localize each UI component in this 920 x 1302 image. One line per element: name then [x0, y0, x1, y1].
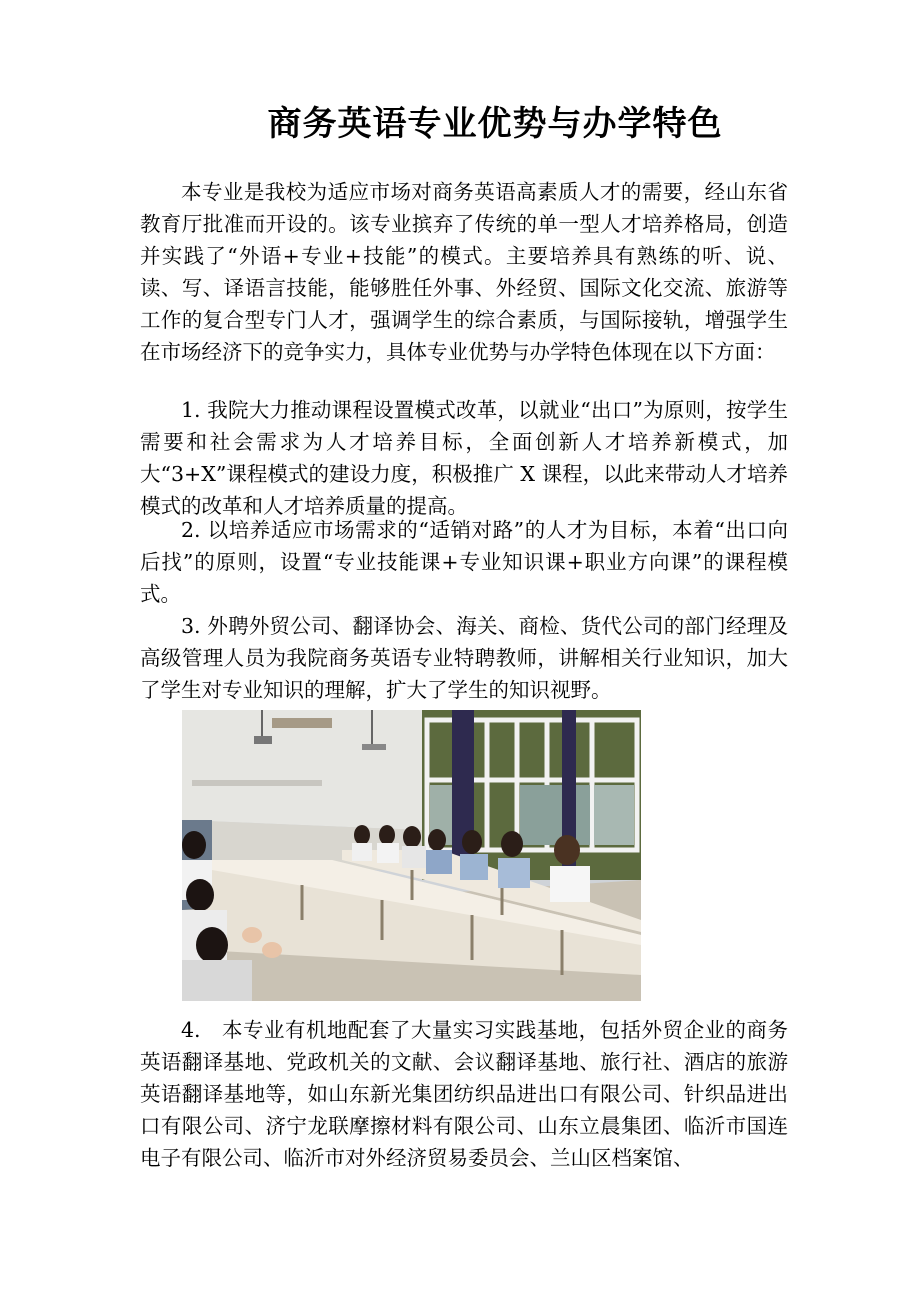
list-item-1: 1. 我院大力推动课程设置模式改革，以就业“出口”为原则，按学生需要和社会需求为人才培养目标，全面创新人才培养新模式，加大“3+X”课程模式的建设力度，积极推广 X 课程，以此来带动人才培养模式的改革和人才培养质量的提高。 — [140, 398, 788, 518]
list-item-4: 4. 本专业有机地配套了大量实习实践基地，包括外贸企业的商务英语翻译基地、党政机关的文献、会议翻译基地、旅行社、酒店的旅游英语翻译基地等，如山东新光集团纺织品进出口有限公司、针织品进出口有限公司、济宁龙联摩擦材料有限公司、山东立晨集团、临沂市国连电子有限公司、临沂市对外经济贸易委员会、兰山区档案馆、 — [140, 1018, 788, 1170]
meeting-room-photo — [182, 710, 641, 1001]
list-item-3: 3. 外聘外贸公司、翻译协会、海关、商检、货代公司的部门经理及高级管理人员为我院商务英语专业特聘教师，讲解相关行业知识，加大了学生对专业知识的理解，扩大了学生的知识视野。 — [140, 614, 788, 702]
list-item-2: 2. 以培养适应市场需求的“适销对路”的人才为目标，本着“出口向后找”的原则，设置“专业技能课+专业知识课+职业方向课”的课程模式。 — [140, 518, 788, 606]
intro-paragraph: 本专业是我校为适应市场对商务英语高素质人才的需要，经山东省教育厅批准而开设的。该专业摈弃了传统的单一型人才培养格局，创造并实践了“外语+专业+技能”的模式。主要培养具有熟练的听、说、读、写、译语言技能，能够胜任外事、外经贸、国际文化交流、旅游等工作的复合型专门人才，强调学生的综合素质，与国际接轨，增强学生在市场经济下的竞争实力，具体专业优势与办学特色体现在以下方面： — [140, 180, 788, 364]
document-title: 商务英语专业优势与办学特色 — [267, 104, 723, 144]
